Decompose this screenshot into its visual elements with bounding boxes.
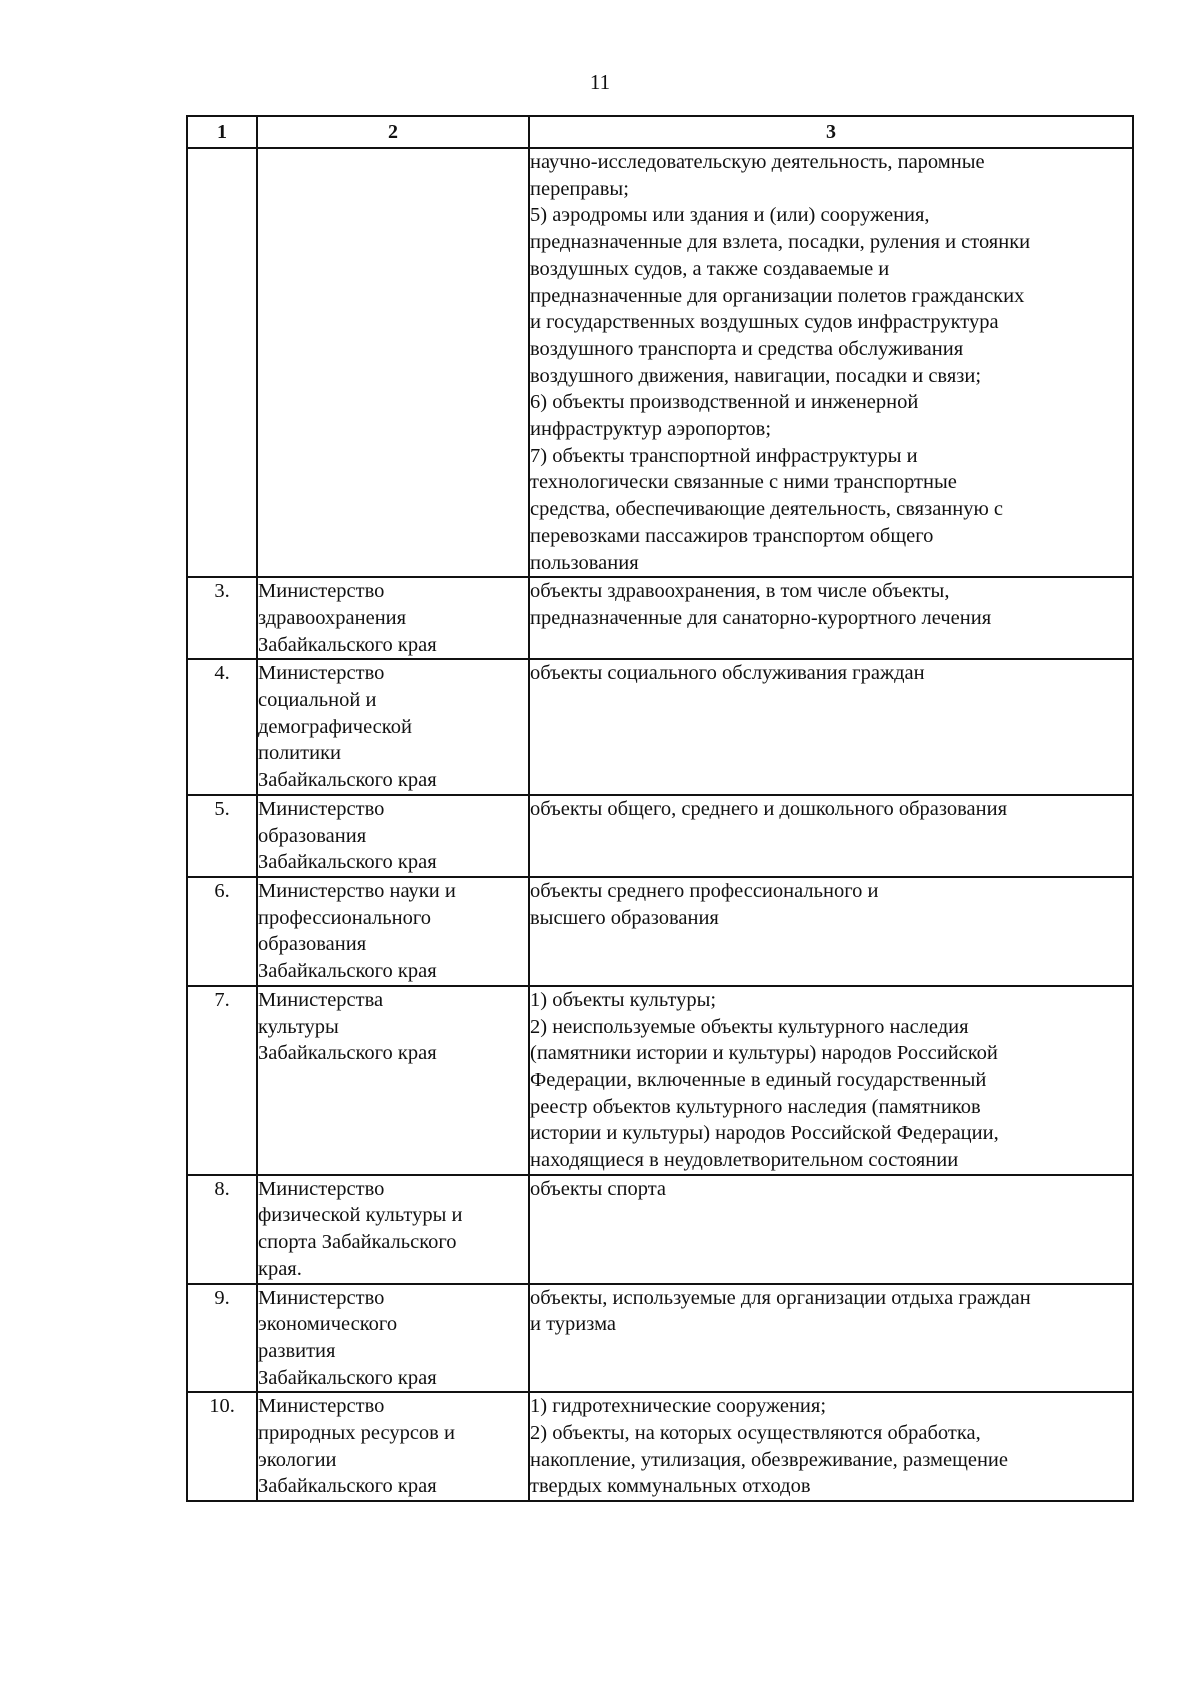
ministry-name-line: Забайкальского края <box>258 1366 437 1389</box>
objects-text-line: истории и культуры) народов Российской Федерации, <box>530 1122 999 1145</box>
objects-text-line: находящиеся в неудовлетворительном состоянии <box>530 1149 959 1172</box>
ministry-name-line: физической культуры и <box>258 1204 463 1227</box>
ministry-name-line: Забайкальского края <box>258 633 437 656</box>
ministry-name-line: Забайкальского края <box>258 851 437 874</box>
row-number-cell: 6. <box>187 877 257 986</box>
objects-text-line: объекты, используемые для организации отдыха граждан <box>530 1286 1031 1309</box>
ministry-name-line: Министерства <box>258 988 384 1011</box>
objects-text-line: (памятники истории и культуры) народов Российской <box>530 1042 998 1065</box>
header-col-2: 2 <box>257 116 529 148</box>
ministry-name-line: спорта Забайкальского <box>258 1231 457 1254</box>
objects-text-line: предназначенные для взлета, посадки, руления и стоянки <box>530 231 1031 254</box>
ministry-name-line: здравоохранения <box>258 606 407 629</box>
row-number-cell <box>187 148 257 577</box>
ministry-name-line: природных ресурсов и <box>258 1422 455 1445</box>
objects-text-line: объекты спорта <box>530 1177 667 1200</box>
table-row <box>187 1284 1133 1393</box>
objects-cell <box>529 877 1133 986</box>
ministry-name-line: Забайкальского края <box>258 1042 437 1065</box>
row-number-cell: 3. <box>187 577 257 659</box>
objects-cell <box>529 1175 1133 1284</box>
objects-cell <box>529 148 1133 577</box>
table-row <box>187 795 1133 877</box>
row-number-cell: 9. <box>187 1284 257 1393</box>
table-row <box>187 986 1133 1175</box>
objects-cell <box>529 1284 1133 1393</box>
objects-text-line: объекты социального обслуживания граждан <box>530 662 925 685</box>
table-row <box>187 659 1133 795</box>
ministry-cell <box>257 986 529 1175</box>
page-number: 11 <box>589 70 611 94</box>
table-header-row <box>187 116 1133 148</box>
row-number-cell: 8. <box>187 1175 257 1284</box>
objects-text-line: технологически связанные с ними транспортные <box>530 471 957 494</box>
ministry-cell <box>257 877 529 986</box>
objects-text-line: воздушного движения, навигации, посадки и связи; <box>530 364 982 387</box>
table-body <box>187 148 1133 1501</box>
objects-text-line: высшего образования <box>530 906 719 929</box>
objects-text-line: 1) гидротехнические сооружения; <box>530 1395 827 1418</box>
objects-text-line: 2) объекты, на которых осуществляются обработка, <box>530 1422 981 1445</box>
objects-cell <box>529 577 1133 659</box>
ministry-cell <box>257 795 529 877</box>
ministry-objects-table <box>186 115 1134 1502</box>
ministry-name-line: экономического <box>258 1313 398 1336</box>
ministry-name-line: культуры <box>258 1015 339 1038</box>
row-number-cell: 5. <box>187 795 257 877</box>
objects-text-line: Федерации, включенные в единый государственный <box>530 1068 987 1091</box>
ministry-name-line: Министерство <box>258 580 385 603</box>
ministry-cell <box>257 1392 529 1501</box>
ministry-name-line: профессионального <box>258 906 431 929</box>
objects-text-line: объекты общего, среднего и дошкольного образования <box>530 797 1007 820</box>
ministry-name-line: демографической <box>258 715 412 738</box>
objects-text-line: накопление, утилизация, обезвреживание, размещение <box>530 1448 1008 1471</box>
table-row <box>187 148 1133 577</box>
ministry-name-line: социальной и <box>258 689 377 712</box>
table-row <box>187 1175 1133 1284</box>
row-number-cell: 7. <box>187 986 257 1175</box>
table-row <box>187 577 1133 659</box>
objects-text-line: предназначенные для организации полетов гражданских <box>530 284 1025 307</box>
objects-text-line: перевозками пассажиров транспортом общего <box>530 524 934 547</box>
ministry-name-line: образования <box>258 824 367 847</box>
ministry-name-line: края. <box>258 1257 302 1280</box>
objects-cell <box>529 659 1133 795</box>
objects-text-line: инфраструктур аэропортов; <box>530 418 772 441</box>
row-number-cell: 10. <box>187 1392 257 1501</box>
objects-text-line: 2) неиспользуемые объекты культурного наследия <box>530 1015 969 1038</box>
objects-text-line: научно-исследовательскую деятельность, паромные <box>530 151 985 173</box>
ministry-name-line: Министерство <box>258 797 385 820</box>
ministry-name-line: Министерство науки и <box>258 879 456 902</box>
ministry-name-line: Министерство <box>258 1395 385 1418</box>
ministry-name-line: экологии <box>258 1448 337 1471</box>
objects-text-line: и государственных воздушных судов инфраструктура <box>530 311 999 334</box>
row-number-cell: 4. <box>187 659 257 795</box>
objects-text-line: переправы; <box>530 177 629 200</box>
ministry-cell <box>257 1284 529 1393</box>
objects-text-line: 6) объекты производственной и инженерной <box>530 391 919 414</box>
ministry-name-line: политики <box>258 742 342 765</box>
ministry-name-line: Забайкальского края <box>258 960 437 983</box>
table-row <box>187 1392 1133 1501</box>
objects-text-line: воздушных судов, а также создаваемые и <box>530 257 890 280</box>
ministry-name-line: образования <box>258 933 367 956</box>
objects-cell <box>529 986 1133 1175</box>
objects-text-line: пользования <box>530 551 639 574</box>
ministry-cell <box>257 577 529 659</box>
ministry-cell <box>257 659 529 795</box>
objects-text-line: реестр объектов культурного наследия (памятников <box>530 1095 981 1118</box>
objects-text-line: 5) аэродромы или здания и (или) сооружения, <box>530 204 930 227</box>
header-col-3: 3 <box>529 116 1133 148</box>
table-row <box>187 877 1133 986</box>
objects-cell <box>529 795 1133 877</box>
ministry-cell <box>257 1175 529 1284</box>
objects-text-line: 7) объекты транспортной инфраструктуры и <box>530 444 918 467</box>
objects-text-line: объекты здравоохранения, в том числе объекты, <box>530 580 950 603</box>
ministry-name-line: развития <box>258 1339 336 1362</box>
header-col-1: 1 <box>187 116 257 148</box>
objects-text-line: средства, обеспечивающие деятельность, связанную с <box>530 498 1004 521</box>
ministry-name-line: Министерство <box>258 1286 385 1309</box>
ministry-name-line: Министерство <box>258 662 385 685</box>
objects-text-line: 1) объекты культуры; <box>530 988 717 1011</box>
ministry-cell <box>257 148 529 577</box>
objects-text-line: и туризма <box>530 1313 616 1336</box>
ministry-name-line: Забайкальского края <box>258 1475 437 1498</box>
objects-text-line: предназначенные для санаторно-курортного лечения <box>530 606 992 629</box>
objects-text-line: воздушного транспорта и средства обслуживания <box>530 337 964 360</box>
objects-cell <box>529 1392 1133 1501</box>
ministry-name-line: Забайкальского края <box>258 769 437 792</box>
objects-text-line: твердых коммунальных отходов <box>530 1475 811 1498</box>
objects-text-line: объекты среднего профессионального и <box>530 879 879 902</box>
ministry-name-line: Министерство <box>258 1177 385 1200</box>
